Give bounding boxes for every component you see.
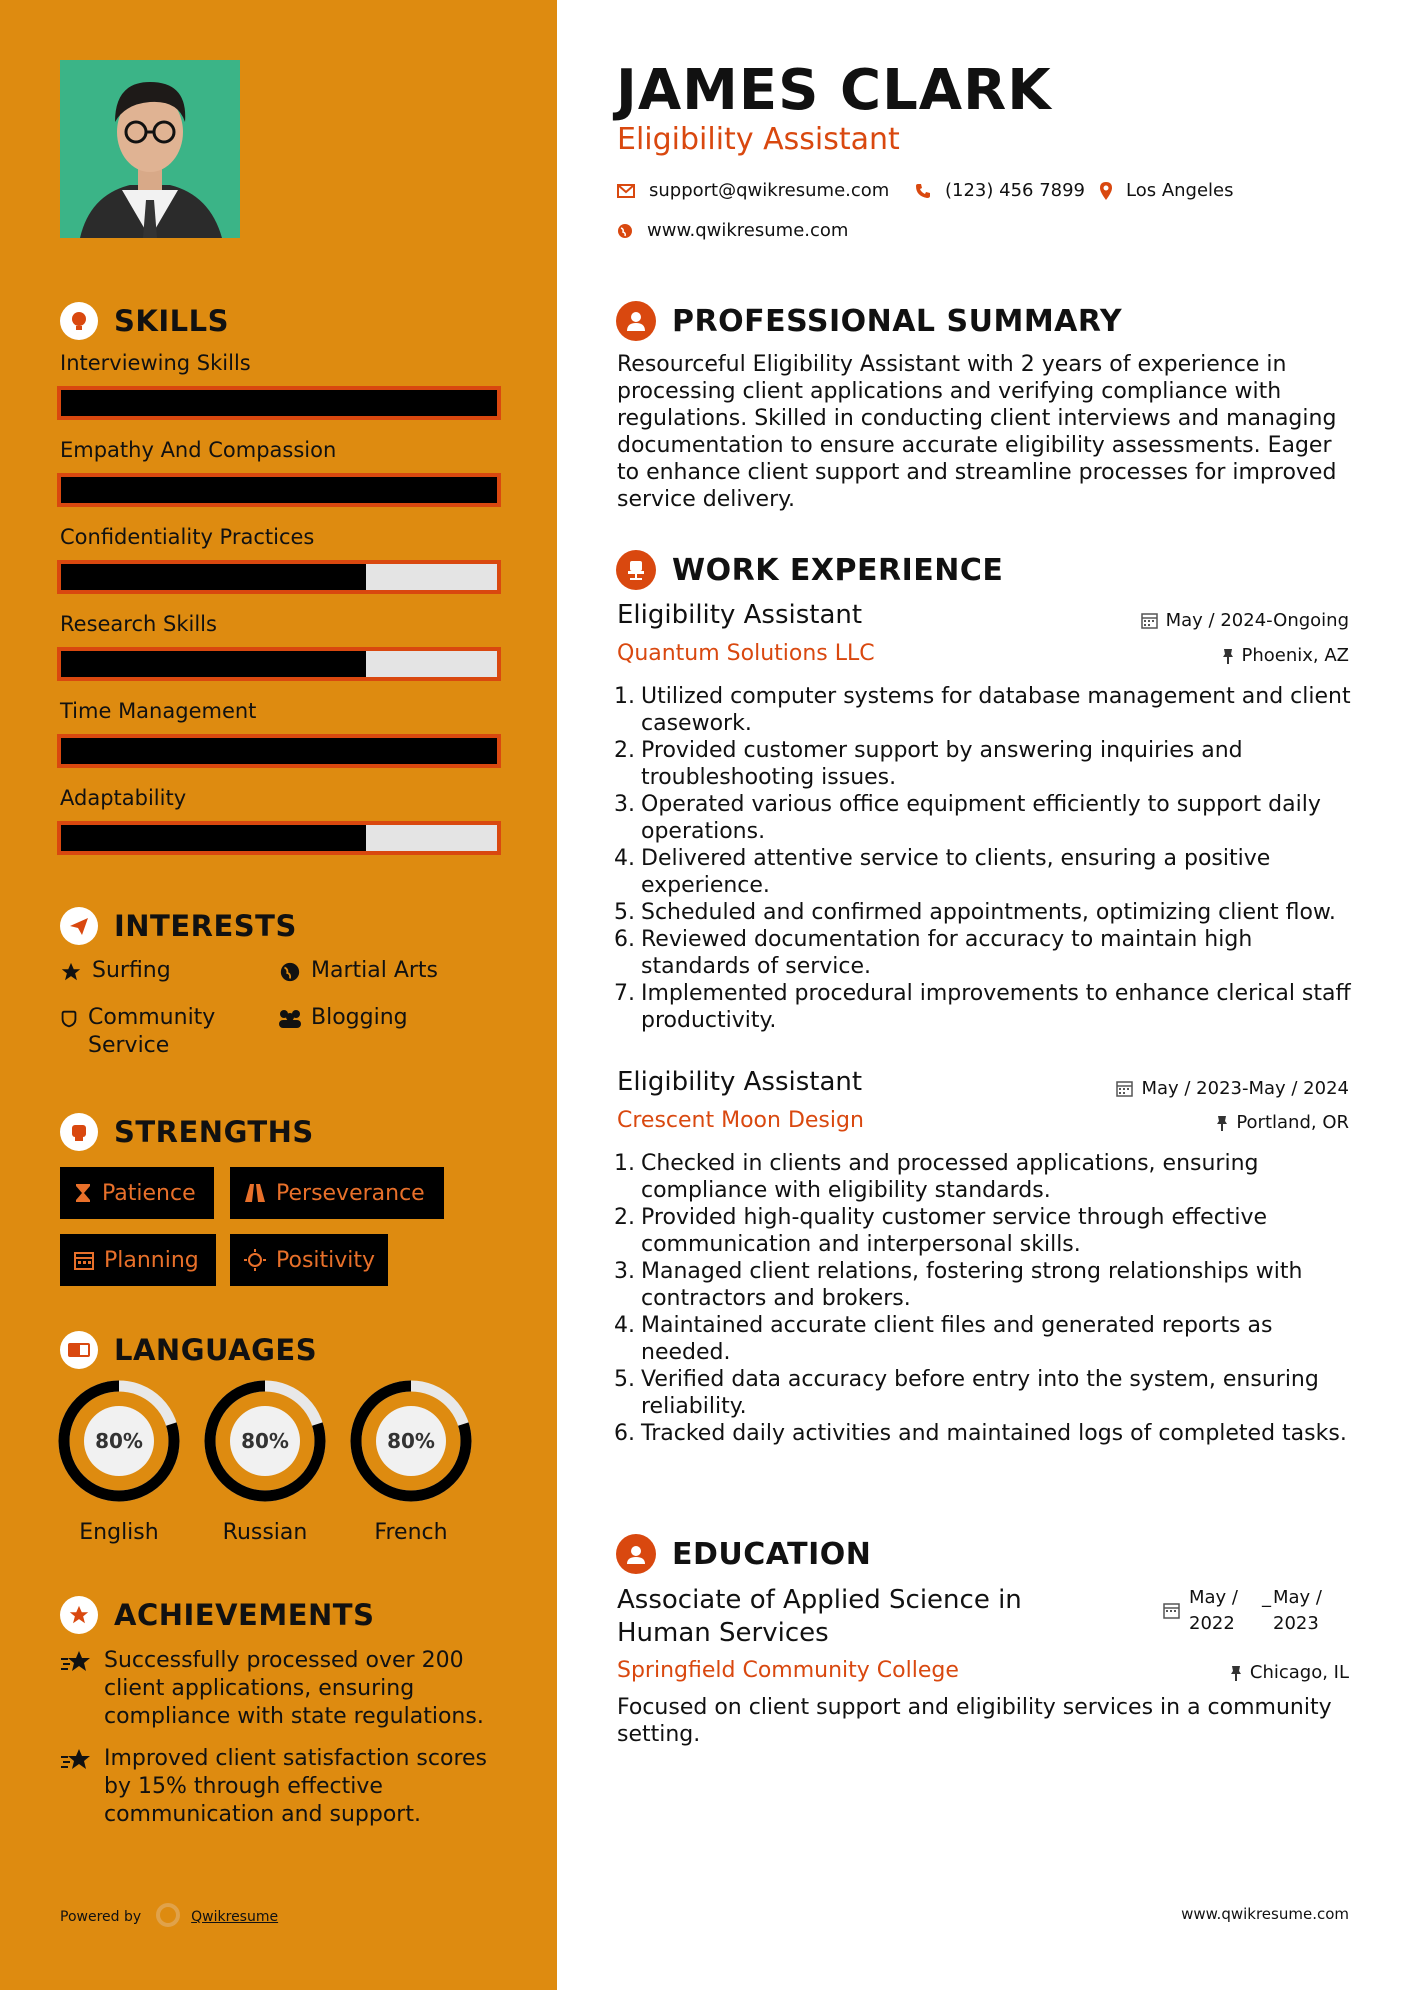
- list-item: 3. Managed client relations, fostering strong relationships with contractors and brokers.: [614, 1259, 1303, 1311]
- language-name: English: [79, 1520, 159, 1545]
- company-name: Quantum Solutions LLC: [617, 641, 875, 666]
- job-bullets: [612, 1150, 1357, 1447]
- phone-icon: [915, 183, 931, 199]
- calendar-icon: [1141, 612, 1158, 629]
- skills-title: SKILLS: [114, 304, 229, 338]
- skill-bar: [57, 473, 501, 507]
- achievement-item: [60, 1647, 510, 1731]
- skill-bar: [57, 821, 501, 855]
- language-ring: [58, 1380, 180, 1502]
- star-icon: [58, 957, 84, 983]
- skill-bar-fill: [61, 738, 497, 764]
- interest-item: [277, 957, 438, 985]
- location-text: Los Angeles: [1126, 180, 1234, 201]
- skill-bar-fill: [61, 825, 366, 851]
- skills-heading: [60, 302, 229, 340]
- edu-location: [1230, 1662, 1349, 1683]
- list-item: 4. Maintained accurate client files and generated reports as needed.: [614, 1313, 1273, 1365]
- footer-url[interactable]: www.qwikresume.com: [1181, 1905, 1349, 1923]
- job-dates-text: May / 2024-Ongoing: [1165, 610, 1349, 631]
- pushpin-icon: [1230, 1665, 1242, 1681]
- list-item: 6. Tracked daily activities and maintained logs of completed tasks.: [614, 1421, 1347, 1446]
- list-item: 4. Delivered attentive service to clients, ensuring a positive experience.: [614, 846, 1271, 898]
- job-location-text: Phoenix, AZ: [1241, 645, 1349, 666]
- pushpin-icon: [1216, 1115, 1228, 1131]
- interest-label: Martial Arts: [311, 958, 439, 983]
- pushpin-icon: [1222, 648, 1234, 664]
- interest-item: [58, 1004, 258, 1060]
- lightbulb-icon: [60, 302, 98, 340]
- interests-heading: [60, 907, 297, 945]
- company-name: Crescent Moon Design: [617, 1108, 864, 1133]
- office-chair-icon: [616, 550, 656, 590]
- skill-bar-fill: [61, 564, 366, 590]
- job-location: [1222, 645, 1350, 666]
- achievements-title: ACHIEVEMENTS: [114, 1598, 375, 1632]
- job-dates: [1116, 1078, 1349, 1099]
- profile-photo: [60, 60, 240, 238]
- interests-title: INTERESTS: [114, 909, 297, 943]
- calendar-icon: [74, 1250, 94, 1270]
- strength-label: Positivity: [276, 1247, 376, 1273]
- achievement-text: Improved client satisfaction scores by 15% through effective communication and support.: [104, 1746, 488, 1827]
- strengths-title: STRENGTHS: [114, 1115, 314, 1149]
- calendar-icon: [1163, 1602, 1180, 1623]
- skill-label: Research Skills: [60, 612, 217, 636]
- user-icon: [616, 301, 656, 341]
- list-item: 3. Operated various office equipment efficiently to support daily operations.: [614, 792, 1321, 844]
- contact-website[interactable]: [617, 220, 848, 241]
- skill-bar-fill: [61, 651, 366, 677]
- language-item: [350, 1380, 472, 1545]
- list-item: 1. Checked in clients and processed applications, ensuring compliance with eligibility standards.: [614, 1151, 1259, 1203]
- skill-label: Interviewing Skills: [60, 351, 251, 375]
- education-title: EDUCATION: [672, 1536, 872, 1572]
- interest-item: [277, 1004, 408, 1032]
- qwikresume-logo-icon: [155, 1902, 181, 1932]
- calendar-icon: [1116, 1080, 1133, 1097]
- language-ring: [204, 1380, 326, 1502]
- summary-text: Resourceful Eligibility Assistant with 2 years of experience in processing client applications and verifying compliance with regulations. Skilled in conducting client interviews and managing documentation to ensure accurate eligibility assessments. Eager to enhance client support and streamline processes for improved service delivery.: [617, 352, 1337, 512]
- job-location-text: Portland, OR: [1236, 1112, 1349, 1133]
- job-dates: [1141, 610, 1349, 631]
- interest-label: Surfing: [92, 958, 171, 983]
- language-ring: [350, 1380, 472, 1502]
- email-text: support@qwikresume.com: [649, 180, 890, 201]
- envelope-icon: [617, 184, 635, 198]
- language-name: French: [374, 1520, 448, 1545]
- list-item: 5. Verified data accuracy before entry into the system, ensuring reliability.: [614, 1367, 1319, 1419]
- degree-title: Associate of Applied Science in Human Services: [617, 1585, 1022, 1648]
- experience-title: WORK EXPERIENCE: [672, 552, 1004, 588]
- users-icon: [277, 1004, 303, 1030]
- edu-location-text: Chicago, IL: [1249, 1662, 1349, 1683]
- job-location: [1216, 1112, 1349, 1133]
- language-percent: 80%: [387, 1429, 435, 1453]
- sun-icon: [244, 1249, 266, 1271]
- skill-label: Empathy And Compassion: [60, 438, 337, 462]
- education-heading: [616, 1534, 871, 1574]
- skill-bar: [57, 647, 501, 681]
- edu-date-start: May / 2022: [1189, 1587, 1238, 1634]
- strength-tag: [60, 1234, 216, 1286]
- skill-bar: [57, 386, 501, 420]
- interest-label: Community Service: [88, 1005, 216, 1058]
- road-icon: [244, 1183, 266, 1203]
- language-percent: 80%: [241, 1429, 289, 1453]
- language-percent: 80%: [95, 1429, 143, 1453]
- list-item: 5. Scheduled and confirmed appointments, optimizing client flow.: [614, 900, 1336, 925]
- map-pin-icon: [1100, 182, 1112, 200]
- phone-text: (123) 456 7899: [945, 180, 1086, 201]
- interest-item: [58, 957, 171, 985]
- achievement-text: Successfully processed over 200 client applications, ensuring compliance with state regulations.: [104, 1648, 484, 1729]
- sidebar: [0, 0, 557, 1990]
- powered-brand-link[interactable]: Qwikresume: [191, 1909, 279, 1925]
- contact-location: [1100, 180, 1234, 201]
- hand-icon: [58, 1004, 80, 1030]
- list-item: 6. Reviewed documentation for accuracy to maintain high standards of service.: [614, 927, 1253, 979]
- shooting-star-icon: [60, 1745, 104, 1829]
- skill-bar-fill: [61, 477, 497, 503]
- edu-date-separator: _: [1262, 1587, 1271, 1608]
- language-item: [58, 1380, 180, 1545]
- hourglass-icon: [74, 1182, 92, 1204]
- job-dates-text: May / 2023-May / 2024: [1141, 1078, 1349, 1099]
- globe-icon: [277, 957, 303, 983]
- globe-icon: [617, 223, 633, 239]
- powered-label: Powered by: [60, 1909, 142, 1925]
- skill-bar: [57, 560, 501, 594]
- strength-tag: [230, 1234, 388, 1286]
- strength-tag: [230, 1167, 444, 1219]
- achievements-heading: [60, 1596, 374, 1634]
- paper-plane-icon: [60, 907, 98, 945]
- contact-email[interactable]: [617, 180, 889, 201]
- edu-description: Focused on client support and eligibility services in a community setting.: [617, 1695, 1332, 1747]
- trophy-star-icon: [60, 1596, 98, 1634]
- skill-label: Confidentiality Practices: [60, 525, 315, 549]
- graduate-icon: [616, 1534, 656, 1574]
- list-item: 1. Utilized computer systems for database management and client casework.: [614, 684, 1351, 736]
- candidate-role: Eligibility Assistant: [617, 122, 900, 157]
- translate-icon: [60, 1331, 98, 1369]
- contact-phone[interactable]: [915, 180, 1085, 201]
- skill-bar-fill: [61, 390, 497, 416]
- achievement-item: [60, 1745, 510, 1829]
- list-item: 2. Provided high-quality customer service through effective communication and interpersonal skills.: [614, 1205, 1268, 1257]
- job-title: Eligibility Assistant: [617, 1067, 863, 1097]
- strength-tag: [60, 1167, 214, 1219]
- experience-heading: [616, 550, 1003, 590]
- website-text: www.qwikresume.com: [647, 220, 849, 241]
- interest-label: Blogging: [311, 1005, 408, 1030]
- school-name: Springfield Community College: [617, 1658, 959, 1683]
- shooting-star-icon: [60, 1647, 104, 1731]
- job-title: Eligibility Assistant: [617, 600, 863, 630]
- skill-label: Time Management: [60, 699, 257, 723]
- language-name: Russian: [222, 1520, 308, 1545]
- languages-title: LANGUAGES: [114, 1333, 318, 1367]
- list-item: 2. Provided customer support by answering inquiries and troubleshooting issues.: [614, 738, 1243, 790]
- strength-label: Patience: [102, 1180, 196, 1206]
- strength-label: Perseverance: [276, 1180, 425, 1206]
- strength-label: Planning: [104, 1247, 199, 1273]
- fist-icon: [60, 1113, 98, 1151]
- edu-date-end: May / 2023: [1273, 1587, 1322, 1634]
- strengths-heading: [60, 1113, 314, 1151]
- language-item: [204, 1380, 326, 1545]
- skill-bar: [57, 734, 501, 768]
- summary-heading: [616, 301, 1122, 341]
- languages-heading: [60, 1331, 317, 1369]
- list-item: 7. Implemented procedural improvements to enhance clerical staff productivity.: [614, 981, 1351, 1033]
- job-bullets: [612, 683, 1357, 1034]
- candidate-name: JAMES CLARK: [616, 58, 1052, 123]
- summary-title: PROFESSIONAL SUMMARY: [672, 303, 1123, 339]
- powered-by: [60, 1902, 278, 1932]
- skill-label: Adaptability: [60, 786, 187, 810]
